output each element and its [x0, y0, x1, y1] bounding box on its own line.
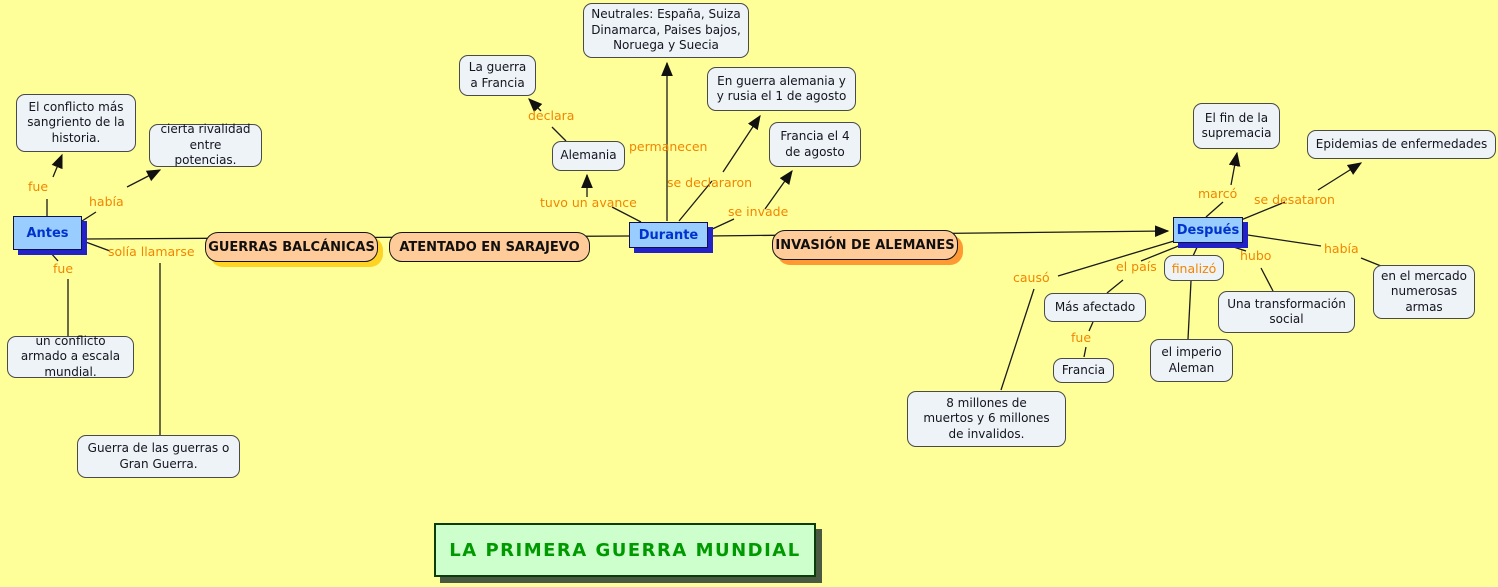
concept-francia[interactable]: Francia [1053, 358, 1114, 383]
concept-en-guerra-alemania-rusia[interactable]: En guerra alemania y y rusia el 1 de agosto [707, 67, 856, 111]
concept-guerra-a-francia[interactable]: La guerra a Francia [459, 55, 536, 96]
concept-transformacion-social[interactable]: Una transformación social [1218, 291, 1355, 333]
concept-mercado-armas[interactable]: en el mercado numerosas armas [1373, 265, 1475, 319]
link-label-se-invade[interactable]: se invade [728, 204, 789, 219]
link-label-el-pais[interactable]: el país [1116, 259, 1157, 274]
concept-conflicto-sangriento[interactable]: El conflicto más sangriento de la historia. [16, 94, 136, 152]
concept-8-millones[interactable]: 8 millones de muertos y 6 millones de invalidos. [907, 391, 1066, 447]
event-guerras-balcanicas[interactable]: GUERRAS BALCÁNICAS [205, 232, 378, 262]
event-atentado-sarajevo[interactable]: ATENTADO EN SARAJEVO [389, 232, 590, 262]
link-label-se-desataron[interactable]: se desataron [1254, 192, 1335, 207]
topic-despues[interactable]: Después [1173, 217, 1243, 243]
concept-rivalidad-potencias[interactable]: cierta rivalidad entre potencias. [149, 124, 262, 167]
link-label-causo[interactable]: causó [1013, 270, 1050, 285]
link-label-tuvo-un-avance[interactable]: tuvo un avance [540, 195, 637, 210]
link-label-marco[interactable]: marcó [1198, 186, 1238, 201]
concept-finalizo[interactable]: finalizó [1164, 255, 1224, 281]
topic-durante[interactable]: Durante [629, 222, 708, 248]
link-label-hubo[interactable]: hubo [1240, 248, 1272, 263]
concept-fin-supremacia[interactable]: El fin de la supremacia [1193, 103, 1280, 149]
diagram-title[interactable]: LA PRIMERA GUERRA MUNDIAL [434, 523, 816, 577]
concept-neutrales[interactable]: Neutrales: España, Suiza Dinamarca, Paises bajos, Noruega y Suecia [583, 3, 749, 58]
link-label-habia-1[interactable]: había [89, 194, 124, 209]
concept-imperio-aleman[interactable]: el imperio Aleman [1150, 339, 1233, 382]
topic-antes[interactable]: Antes [13, 216, 82, 250]
concept-gran-guerra[interactable]: Guerra de las guerras o Gran Guerra. [77, 435, 240, 478]
concept-francia-4-agosto[interactable]: Francia el 4 de agosto [769, 122, 861, 167]
event-invasion-alemanes[interactable]: INVASIÓN DE ALEMANES [772, 230, 958, 260]
link-label-habia-2[interactable]: había [1324, 241, 1359, 256]
concept-conflicto-armado[interactable]: un conflicto armado a escala mundial. [7, 336, 134, 378]
concept-alemania[interactable]: Alemania [552, 141, 625, 171]
link-label-fue-3[interactable]: fue [1071, 330, 1092, 345]
concept-mas-afectado[interactable]: Más afectado [1044, 293, 1146, 322]
link-label-fue-2[interactable]: fue [53, 261, 74, 276]
link-label-fue-1[interactable]: fue [28, 179, 49, 194]
link-label-solia-llamarse[interactable]: solía llamarse [108, 244, 195, 259]
link-label-permanecen[interactable]: permanecen [629, 139, 708, 154]
link-label-se-declararon[interactable]: se declararon [667, 175, 753, 190]
concept-epidemias[interactable]: Epidemias de enfermedades [1307, 130, 1496, 159]
link-label-declara[interactable]: declara [528, 108, 575, 123]
